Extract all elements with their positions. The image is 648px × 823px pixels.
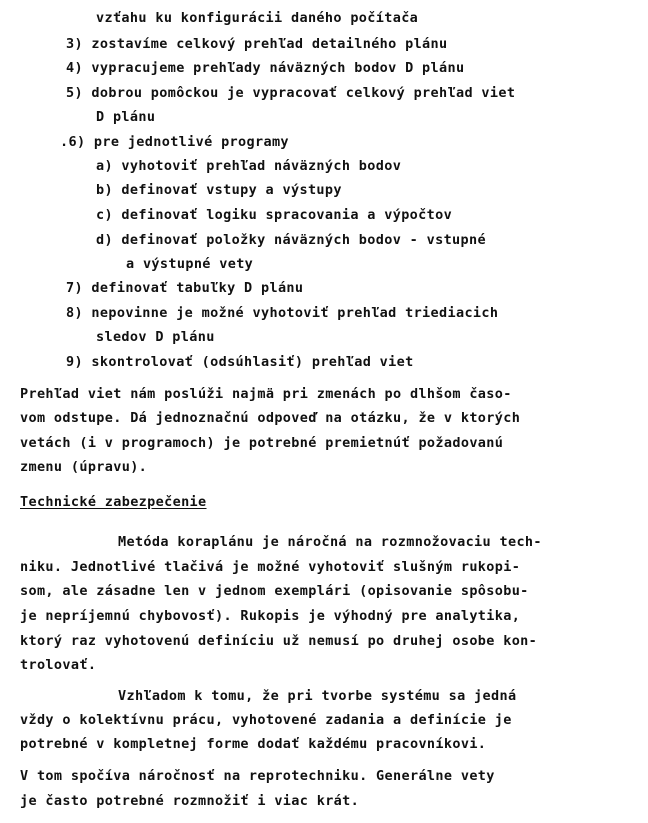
paragraph-4-line-1: V tom spočíva náročnosť na reprotechniku. Generálne vety bbox=[20, 768, 495, 784]
paragraph-3-line-3: potrebné v kompletnej forme dodať každému pracovníkovi. bbox=[20, 736, 487, 752]
list-item-3: 3) zostavíme celkový prehľad detailného plánu bbox=[66, 36, 448, 52]
list-item-8-continuation: sledov D plánu bbox=[96, 329, 215, 345]
paragraph-2-line-2: niku. Jednotlivé tlačivá je možné vyhotoviť slušným rukopi- bbox=[20, 559, 521, 575]
list-continuation-line: vzťahu ku konfigurácii daného počítača bbox=[96, 10, 419, 26]
list-item-5-continuation: D plánu bbox=[96, 109, 156, 125]
paragraph-1-line-2: vom odstupe. Dá jednoznačnú odpoveď na otázku, že v ktorých bbox=[20, 410, 521, 426]
paragraph-2-line-4: je nepríjemnú chybovosť). Rukopis je výhodný pre analytika, bbox=[20, 608, 521, 624]
paragraph-4-line-2: je často potrebné rozmnožiť i viac krát. bbox=[20, 793, 360, 809]
list-item-7: 7) definovať tabuľky D plánu bbox=[66, 280, 304, 296]
paragraph-1-line-4: zmenu (úpravu). bbox=[20, 459, 148, 475]
list-subitem-c: c) definovať logiku spracovania a výpočtov bbox=[96, 207, 453, 223]
paragraph-2-line-5: ktorý raz vyhotovenú definíciu už nemusí po druhej osobe kon- bbox=[20, 633, 538, 649]
list-item-4: 4) vypracujeme prehľady náväzných bodov D plánu bbox=[66, 60, 465, 76]
paragraph-2-line-1: Metóda koraplánu je náročná na rozmnožovaciu tech- bbox=[118, 534, 542, 550]
section-heading: Technické zabezpečenie bbox=[20, 494, 207, 510]
list-item-5: 5) dobrou pomôckou je vypracovať celkový prehľad viet bbox=[66, 85, 516, 101]
paragraph-3-line-1: Vzhľadom k tomu, že pri tvorbe systému sa jedná bbox=[118, 688, 517, 704]
list-subitem-d: d) definovať položky náväzných bodov - vstupné bbox=[96, 232, 486, 248]
list-item-6: .6) pre jednotlivé programy bbox=[60, 134, 289, 150]
list-item-8: 8) nepovinne je možné vyhotoviť prehľad triediacich bbox=[66, 305, 499, 321]
paragraph-3-line-2: vždy o kolektívnu prácu, vyhotovené zadania a definície je bbox=[20, 712, 512, 728]
list-subitem-a: a) vyhotoviť prehľad náväzných bodov bbox=[96, 158, 402, 174]
list-subitem-d-continuation: a výstupné vety bbox=[126, 256, 254, 272]
paragraph-2-line-3: som, ale zásadne len v jednom exemplári (opisovanie spôsobu- bbox=[20, 583, 529, 599]
paragraph-1-line-1: Prehľad viet nám poslúži najmä pri zmenách po dlhšom časo- bbox=[20, 386, 512, 402]
paragraph-2-line-6: trolovať. bbox=[20, 657, 97, 673]
list-subitem-b: b) definovať vstupy a výstupy bbox=[96, 182, 342, 198]
list-item-9: 9) skontrolovať (odsúhlasiť) prehľad viet bbox=[66, 354, 414, 370]
paragraph-1-line-3: vetách (i v programoch) je potrebné premietnúť požadovanú bbox=[20, 435, 504, 451]
